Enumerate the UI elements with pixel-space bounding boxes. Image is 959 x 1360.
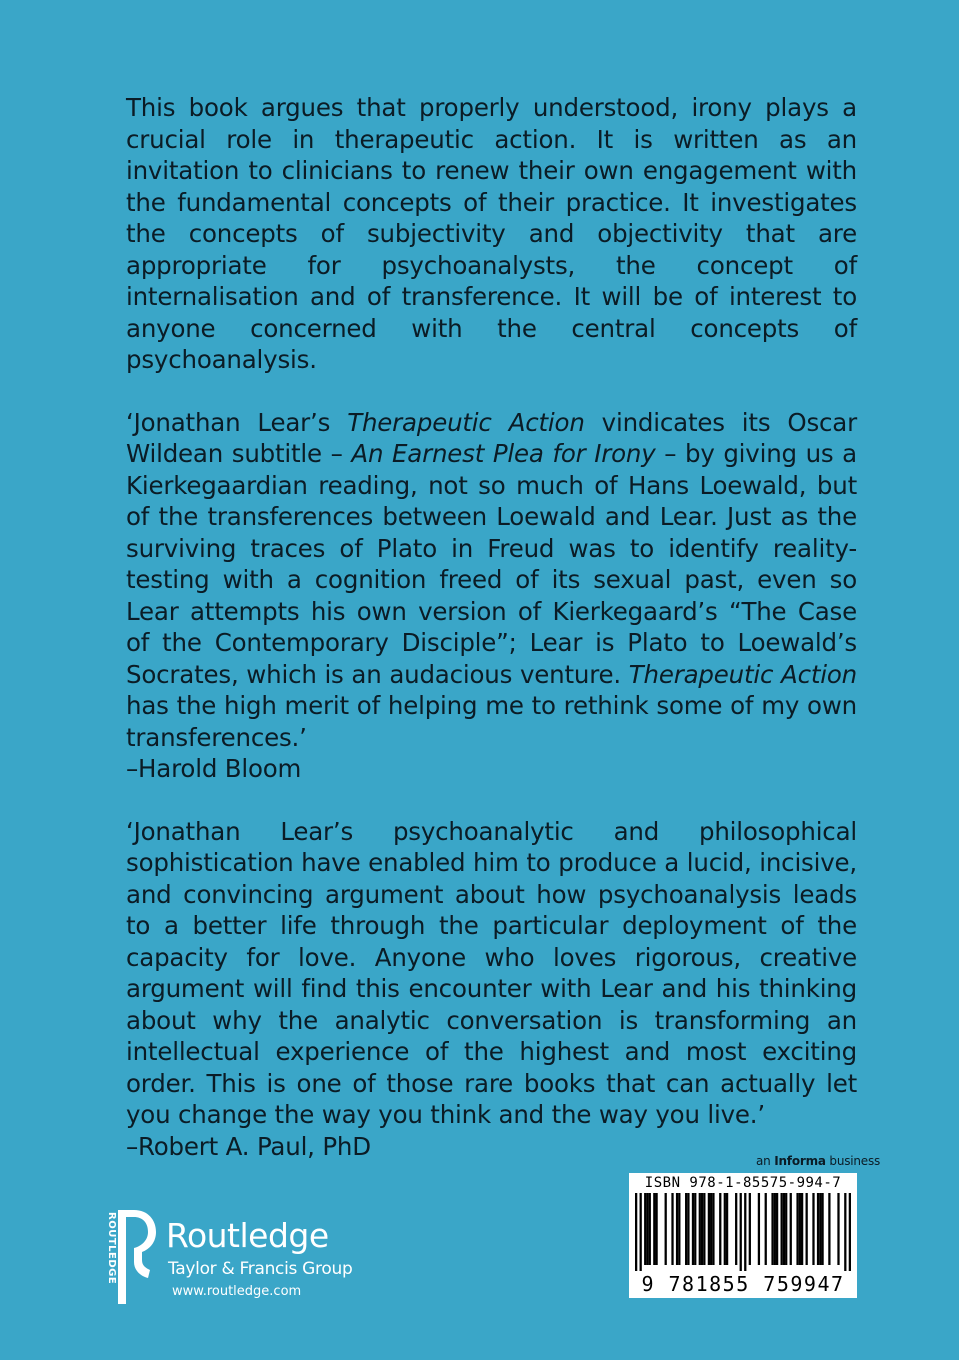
routledge-vertical-wordmark: ROUTLEDGE xyxy=(106,1212,117,1285)
barcode-bar xyxy=(799,1193,801,1265)
barcode-bar xyxy=(692,1193,694,1265)
barcode-bar xyxy=(781,1193,783,1265)
informa-tagline: an Informa business xyxy=(756,1154,881,1168)
barcode-bar xyxy=(806,1193,808,1265)
quote-text: – by giving us a Kierkegaardian reading, not so much of Hans Loewald, but of the transferences between Loewald and Lear. Just as the surviving traces of Plato in Freud was to identify reality-testing with a cognition freed of its sexual past, even so Lear attempts his own version of Kierkegaard’s “The Case of the Contemporary Disciple”; Lear is Plato to Loewald’s Socrates, which is an audacious venture. xyxy=(126,439,857,689)
back-cover-blurb xyxy=(126,92,857,1162)
barcode-bars xyxy=(635,1193,851,1271)
barcode-guard-bar xyxy=(844,1193,846,1271)
barcode-bar xyxy=(817,1193,819,1265)
barcode-bar xyxy=(796,1193,798,1265)
book-title-italic: Therapeutic Action xyxy=(347,407,585,437)
barcode-bar xyxy=(649,1193,651,1265)
barcode-bar xyxy=(790,1193,792,1265)
barcode-bar xyxy=(708,1193,710,1265)
subtitle-italic: An Earnest Plea for Irony xyxy=(351,439,656,468)
barcode-bar xyxy=(676,1193,678,1265)
barcode-bar xyxy=(771,1193,773,1265)
barcode-bar xyxy=(735,1193,737,1265)
quote-text: vindicates its Oscar Wildean subtitle – xyxy=(126,407,857,468)
barcode-guard-bar xyxy=(640,1193,642,1271)
quote-text: has the high merit of helping me to rethink some of my own transferences.’ xyxy=(126,691,857,752)
barcode-bar xyxy=(646,1193,648,1265)
barcode-bar xyxy=(687,1193,689,1265)
isbn-label: ISBN 978-1-85575-994-7 xyxy=(644,1175,842,1191)
quote-robert-paul xyxy=(126,816,857,1163)
barcode-bar xyxy=(812,1193,814,1265)
barcode-bar xyxy=(644,1193,646,1265)
quote-attribution: –Robert A. Paul, PhD xyxy=(126,1131,371,1161)
barcode-bar xyxy=(703,1193,705,1265)
barcode-bar xyxy=(699,1193,701,1265)
informa-brand: Informa xyxy=(774,1154,826,1168)
book-description: This book argues that properly understood, irony plays a crucial role in therapeutic action. It is written as an invitation to clinicians to renew their own engagement with the fundamental concepts of their practice. It investigates the concepts of subjectivity and objectivity that are appropriate for psychoanalysts, the concept of internalisation and of transference. It will be of interest to anyone concerned with the central concepts of psychoanalysis. xyxy=(126,93,857,374)
barcode-bar xyxy=(701,1193,703,1265)
barcode-bar xyxy=(801,1193,803,1265)
barcode-guard-bar xyxy=(744,1193,746,1271)
barcode-bar xyxy=(665,1193,667,1265)
publisher-group: Taylor & Francis Group xyxy=(168,1259,353,1279)
barcode-bar xyxy=(685,1193,687,1265)
publisher-name: Routledge xyxy=(166,1216,329,1255)
barcode-bar xyxy=(819,1193,821,1265)
barcode-bar xyxy=(678,1193,680,1265)
barcode-bar xyxy=(785,1193,787,1265)
barcode-bar xyxy=(724,1193,726,1265)
barcode-bar xyxy=(655,1193,657,1265)
routledge-logo xyxy=(104,1208,374,1312)
barcode-bar xyxy=(726,1193,728,1265)
book-title-italic: Therapeutic Action xyxy=(628,659,857,689)
barcode-bar xyxy=(774,1193,776,1265)
publisher-url: www.routledge.com xyxy=(172,1284,302,1299)
barcode-bar xyxy=(776,1193,778,1265)
quote-harold-bloom xyxy=(126,407,857,785)
barcode-bar xyxy=(765,1193,767,1265)
barcode-guard-bar xyxy=(849,1193,851,1271)
isbn-barcode xyxy=(629,1173,857,1298)
barcode-bar xyxy=(719,1193,721,1265)
barcode-bar xyxy=(837,1193,839,1265)
barcode-bar xyxy=(749,1193,751,1265)
barcode-bar xyxy=(821,1193,823,1265)
barcode-bar xyxy=(694,1193,696,1265)
barcode-bar xyxy=(653,1193,655,1265)
barcode-guard-bar xyxy=(635,1193,637,1271)
barcode-bar xyxy=(783,1193,785,1265)
barcode-bar xyxy=(828,1193,830,1265)
quote-text: ‘Jonathan Lear’s xyxy=(126,407,348,437)
barcode-digits: 9 781855 759947 xyxy=(641,1272,845,1296)
barcode-guard-bar xyxy=(740,1193,742,1271)
barcode-bar xyxy=(758,1193,760,1265)
barcode-bar xyxy=(712,1193,714,1265)
barcode-bar xyxy=(671,1193,673,1265)
quote-attribution: –Harold Bloom xyxy=(126,754,302,783)
quote-text: ‘Jonathan Lear’s psychoanalytic and philosophical sophistication have enabled him to produce a lucid, incisive, and convincing argument about how psychoanalysis leads to a better life through the particular deployment of the capacity for love. Anyone who loves rigorous, creative argument will find this encounter with Lear and his thinking about why the analytic conversation is transforming an intellectual experience of the highest and most exciting order. This is one of those rare books that can actually let you change the way you think and the way you live.’ xyxy=(126,816,857,1129)
barcode-bar xyxy=(710,1193,712,1265)
